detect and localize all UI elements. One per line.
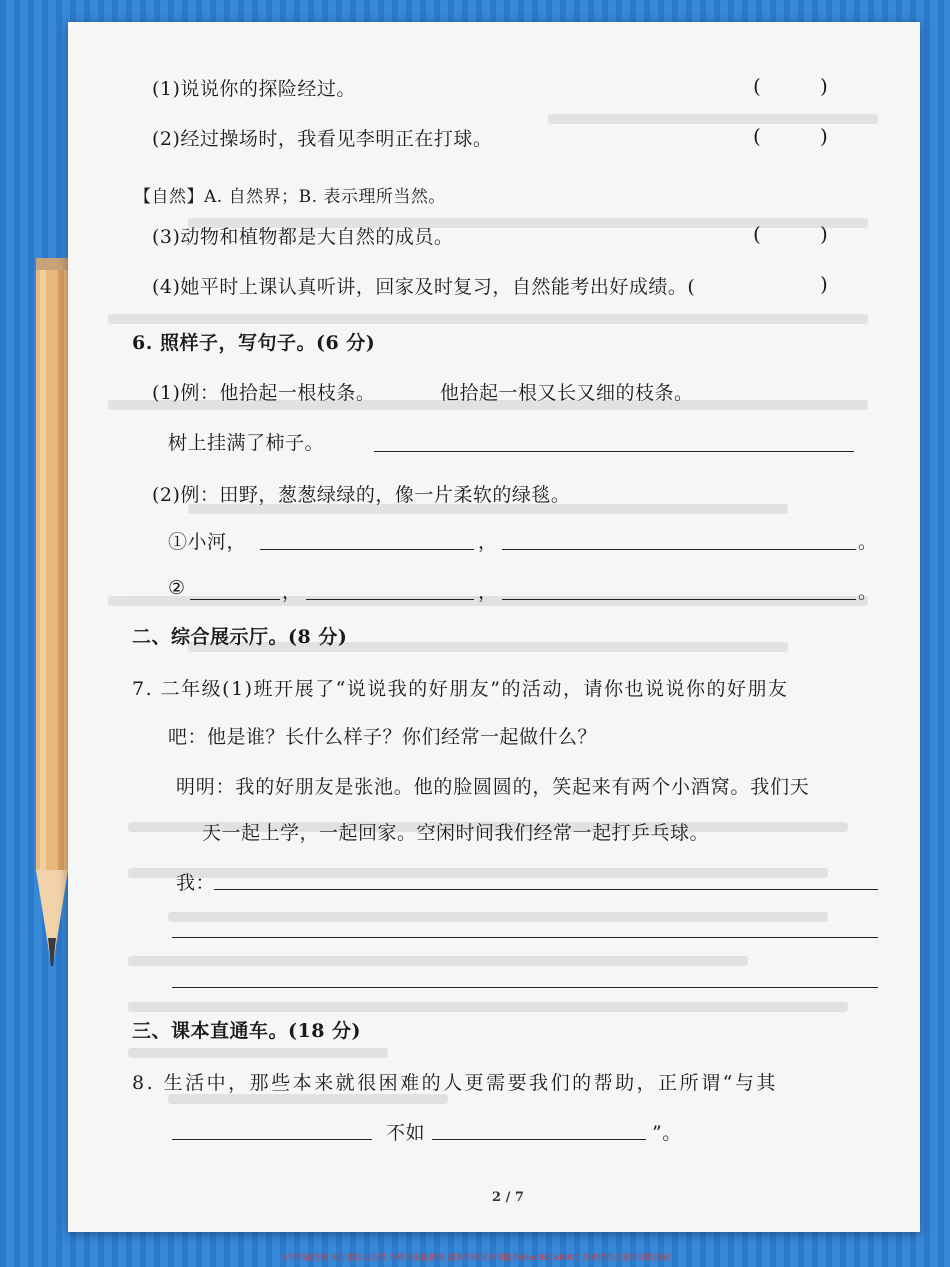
q5-definition: 【自然】A. 自然界；B. 表示理所当然。 [134,187,446,207]
q6-item2-label: ② [168,577,186,599]
q5-item1-paren-open: ( [753,74,761,98]
q7-answer-line3[interactable] [172,986,878,988]
section2-heading: 二、综合展示厅。(8 分) [132,626,348,648]
q5-item3-paren-open: ( [753,222,761,246]
q6-item2-period: 。 [858,581,878,603]
q6-item2-blank-a[interactable] [190,598,280,600]
q6-item1-comma: ， [478,531,498,553]
q6-item1-blank-a[interactable] [260,548,474,550]
q8-line1: 8. 生活中，那些本来就很困难的人更需要我们的帮助，正所谓“与其 [132,1072,778,1094]
q6-item2-comma-2: ， [478,581,498,603]
worksheet-page [68,22,920,1232]
q6-example1-answer: 他拾起一根又长又细的枝条。 [440,382,694,404]
q8-blank-1[interactable] [172,1138,372,1140]
section3-heading: 三、课本直通车。(18 分) [132,1020,362,1042]
q6-item2-blank-b[interactable] [306,598,474,600]
q7-answer-line2[interactable] [172,936,878,938]
q7-sample-line1: 明明：我的好朋友是张池。他的脸圆圆的，笑起来有两个小酒窝。我们天 [176,776,810,798]
q7-answer-line1[interactable] [214,888,878,890]
q5-item1-paren-close: ) [820,74,828,98]
q5-item2-paren-open: ( [753,124,761,148]
q6-item2-blank-c[interactable] [502,598,856,600]
q5-item4-paren-close: ) [820,272,828,296]
q6-prompt1: 树上挂满了柿子。 [168,432,325,454]
footer-watermark: 小学学霸资料 关注微信公众号 专属无限提供学 超多资料更多请联系shen88168007 免费提供主要打印版资料 [279,1253,671,1262]
q8-end: ”。 [652,1122,682,1144]
q6-answer-line1[interactable] [374,450,854,452]
q7-me-label: 我： [176,872,216,894]
q5-item3-paren-close: ) [820,222,828,246]
q7-prompt-line1: 7. 二年级(1)班开展了“说说我的好朋友”的活动，请你也说说你的好朋友 [132,678,789,700]
q5-item1: (1)说说你的探险经过。 [152,78,356,100]
q5-item3: (3)动物和植物都是大自然的成员。 [152,226,454,248]
q5-item2: (2)经过操场时，我看见李明正在打球。 [152,128,493,150]
q6-example1: (1)例：他拾起一根枝条。 [152,382,376,404]
q5-item4: (4)她平时上课认真听讲，回家及时复习，自然能考出好成绩。( [152,276,696,298]
q6-item1-period: 。 [858,531,878,553]
q6-item2-comma-1: ， [282,581,302,603]
q8-blank-2[interactable] [432,1138,646,1140]
q6-example2: (2)例：田野，葱葱绿绿的，像一片柔软的绿毯。 [152,484,571,506]
q7-prompt-line2: 吧：他是谁？长什么样子？你们经常一起做什么？ [168,726,598,748]
q5-item2-paren-close: ) [820,124,828,148]
q7-sample-line2: 天一起上学，一起回家。空闲时间我们经常一起打乒乓球。 [202,822,710,844]
q6-item1-label: ①小河， [168,531,247,553]
q6-heading: 6. 照样子，写句子。(6 分) [132,332,376,354]
q6-item1-blank-b[interactable] [502,548,856,550]
q8-middle: 不如 [386,1122,426,1144]
page-number: 2 / 7 [492,1190,524,1205]
